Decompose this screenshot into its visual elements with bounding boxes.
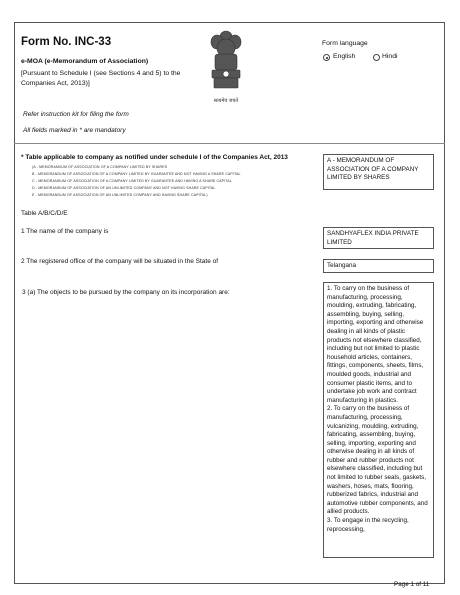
mandatory-note: All fields marked in * are mandatory: [23, 127, 126, 134]
form-language-label: Form language: [322, 40, 368, 47]
registered-state-field[interactable]: Telangana: [323, 259, 434, 273]
language-english-radio[interactable]: [323, 54, 330, 61]
schedule-option: C - MEMORANDUM OF ASSOCIATION OF A COMPANY LIMITED BY GUARANTEE AND HAVING A SHARE CAPITAL: [32, 179, 232, 183]
schedule-option: (A - MEMORANDUM OF ASSOCIATION OF A COMPANY LIMITED BY SHARES: [32, 165, 168, 169]
form-subtitle: [Pursuant to Schedule I (see Sections 4 and 5) to the Companies Act, 2013)]: [21, 70, 181, 87]
language-hindi-label: Hindi: [382, 53, 398, 60]
national-emblem-icon: [205, 28, 247, 108]
schedule-table-select[interactable]: A - MEMORANDUM OF ASSOCIATION OF A COMPANY LIMITED BY SHARES: [323, 154, 434, 190]
form-number: Form No. INC-33: [21, 36, 112, 48]
language-english-label: English: [333, 53, 356, 60]
registered-office-label: 2 The registered office of the company will be situated in the State of: [21, 258, 219, 265]
emblem-caption: सत्यमेव जयते: [213, 98, 239, 104]
objects-paragraph: 1. To carry on the business of manufacturing, processing, moulding, extruding, fabricating, assembling, buying, selling, importing, exporting and otherwise dealing in all kinds of plastic products not elsewhere classified, including but not limited to plastic household articles, containers, fittings, components, sheets, films, moulded goods, industrial and consumer plastic items, and to undertake job work and contract manufacturing in plastics.: [327, 285, 424, 404]
section-label: Table A/B/C/D/E: [21, 210, 68, 217]
form-title: e-MOA (e-Memorandum of Association): [21, 58, 149, 65]
section-divider: [14, 143, 445, 144]
objects-paragraph: 3. To engage in the recycling, reprocessing,: [327, 517, 409, 533]
schedule-table-question: * Table applicable to company as notified under schedule I of the Companies Act, 2013: [21, 154, 288, 161]
schedule-option: D - MEMORANDUM OF ASSOCIATION OF AN UNLIMITED COMPANY AND NOT HAVING SHARE CAPITAL: [32, 186, 216, 190]
company-name-label: 1 The name of the company is: [21, 228, 109, 235]
instruction-kit-note: Refer instruction kit for filing the form: [23, 111, 129, 118]
objects-label: 3 (a) The objects to be pursued by the company on its incorporation are:: [22, 289, 230, 296]
company-name-field[interactable]: SANDHYAFLEX INDIA PRIVATE LIMITED: [323, 227, 434, 249]
objects-textarea[interactable]: [323, 282, 434, 558]
schedule-option: B - MEMORANDUM OF ASSOCIATION OF A COMPANY LIMITED BY GUARANTEE AND NOT HAVING A SHARE CAPITAL: [32, 172, 241, 176]
language-hindi-radio[interactable]: [373, 54, 380, 61]
schedule-option: E - MEMORANDUM OF ASSOCIATION OF AN UNLIMITED COMPANY AND HAVING SHARE CAPITAL): [32, 193, 208, 197]
page-number: Page 1 of 11: [394, 581, 430, 588]
objects-paragraph: 2. To carry on the business of manufacturing, processing, vulcanizing, moulding, extruding, fabricating, assembling, buying, selling, importing, exporting and otherwise dealing in all kinds of rubber and rubber products not elsewhere classified, including but not limited to rubber seals, gaskets, washers, hoses, mats, flooring, rubberized fabrics, industrial and automotive rubber components, and allied products.: [327, 405, 428, 516]
